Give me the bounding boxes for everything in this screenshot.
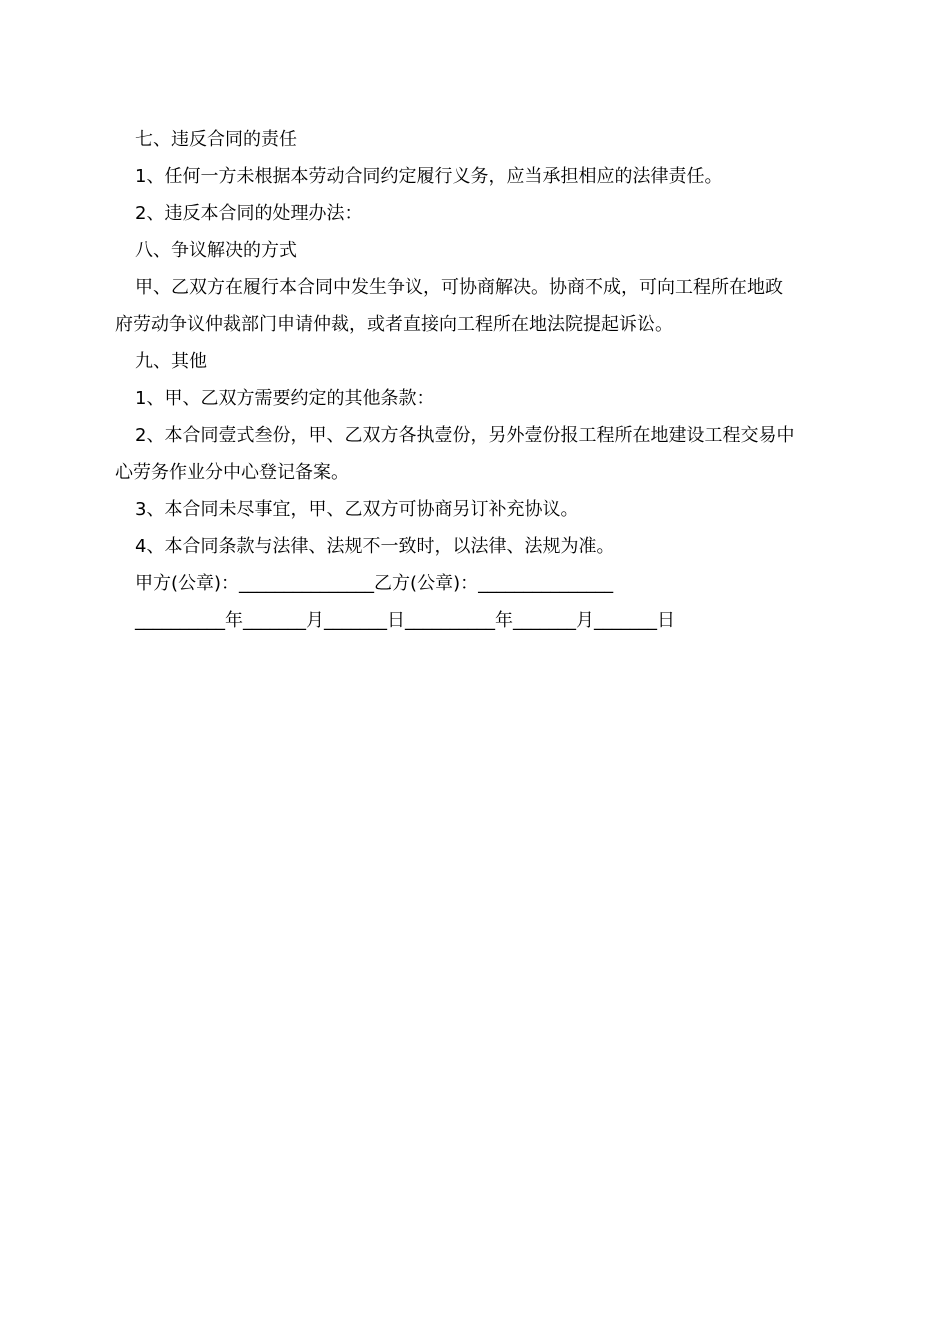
document-body: [115, 121, 835, 639]
section-9-item-3: 3、本合同未尽事宜，甲、乙双方可协商另订补充协议。: [135, 499, 579, 520]
section-8-heading: 八、争议解决的方式: [135, 240, 297, 261]
section-9-item-2-line-2: 心劳务作业分中心登记备案。: [115, 462, 349, 483]
section-9-item-4: 4、本合同条款与法律、法规不一致时，以法律、法规为准。: [135, 536, 615, 557]
section-7-item-1: 1、任何一方未根据本劳动合同约定履行义务，应当承担相应的法律责任。: [135, 166, 723, 187]
section-7-heading: 七、违反合同的责任: [135, 129, 297, 150]
signature-line: 甲方(公章)：_______________乙方(公章)：_______________: [135, 573, 614, 594]
section-9-item-1: 1、甲、乙双方需要约定的其他条款：: [135, 388, 435, 409]
section-8-paragraph-line-1: 甲、乙双方在履行本合同中发生争议，可协商解决。协商不成，可向工程所在地政: [135, 277, 783, 298]
section-8-paragraph-line-2: 府劳动争议仲裁部门申请仲裁，或者直接向工程所在地法院提起诉讼。: [115, 314, 673, 335]
section-9-heading: 九、其他: [135, 351, 207, 372]
date-line: __________年_______月_______日__________年_______月_______日: [135, 610, 675, 631]
section-9-item-2-line-1: 2、本合同壹式叁份，甲、乙双方各执壹份，另外壹份报工程所在地建设工程交易中: [135, 425, 795, 446]
section-7-item-2: 2、违反本合同的处理办法：: [135, 203, 363, 224]
